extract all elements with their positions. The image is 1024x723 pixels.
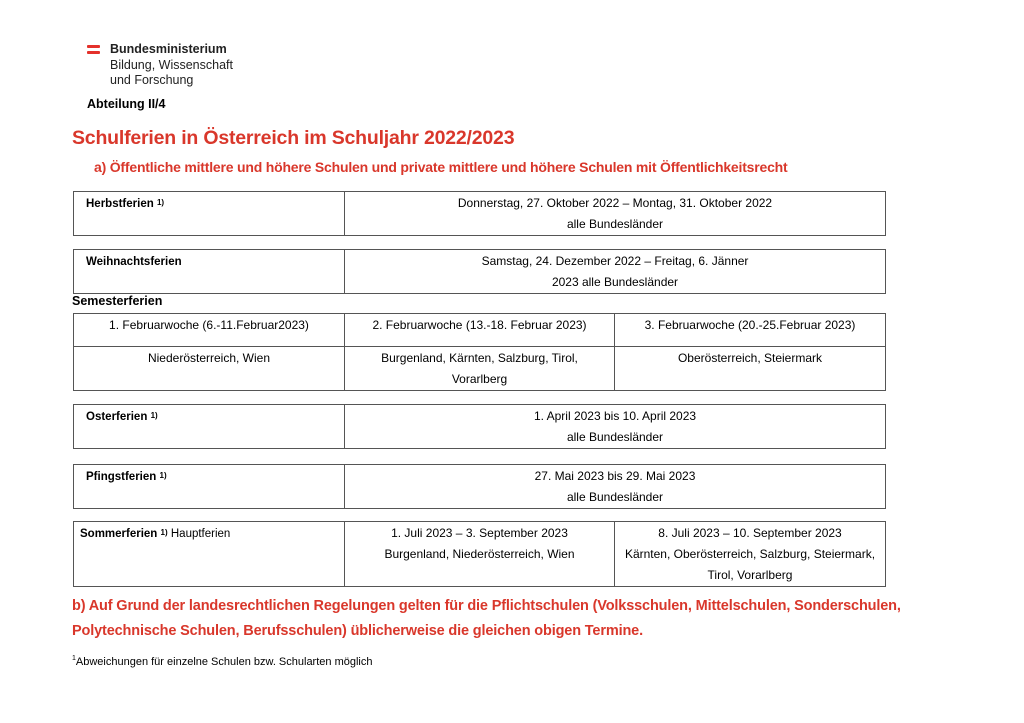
pfingst-dates: 27. Mai 2023 bis 29. Mai 2023 — [534, 469, 696, 483]
ministry-logo — [110, 42, 233, 89]
semester-states-1: Niederösterreich, Wien — [74, 347, 345, 391]
semester-states-3: Oberösterreich, Steiermark — [615, 347, 886, 391]
section-b-text: b) Auf Grund der landesrechtlichen Regelungen gelten für die Pflichtschulen (Volksschulen, Mittelschulen, Sonderschulen, Polytechnische Schulen, Berufsschulen) üblicherweise die gleichen obigen Termine. — [72, 598, 901, 639]
table-semesterferien — [73, 313, 886, 391]
table-row — [74, 522, 886, 587]
oster-states: alle Bundesländer — [566, 430, 664, 444]
herbst-dates: Donnerstag, 27. Oktober 2022 – Montag, 31. Oktober 2022 — [457, 196, 773, 210]
table-weihnachtsferien — [73, 249, 886, 294]
value-cell — [345, 405, 886, 449]
herbst-label: Herbstferien — [86, 198, 154, 210]
table-row — [74, 314, 886, 347]
footnote-text: Abweichungen für einzelne Schulen bzw. Schularten möglich — [75, 656, 373, 668]
herbst-states: alle Bundesländer — [566, 217, 664, 231]
sommer-col1-dates: 1. Juli 2023 – 3. September 2023 — [391, 526, 568, 540]
footnote-ref: 1) — [150, 411, 158, 420]
sommer-col2-dates: 8. Juli 2023 – 10. September 2023 — [658, 526, 842, 540]
pfingst-label: Pfingstferien — [86, 471, 157, 483]
pfingst-states: alle Bundesländer — [566, 490, 664, 504]
value-cell — [345, 465, 886, 509]
table-row — [74, 465, 886, 509]
semester-week-2: 2. Februarwoche (13.-18. Februar 2023) — [345, 314, 615, 347]
footnote-mark: 1 — [72, 655, 76, 662]
section-a-heading: a) Öffentliche mittlere und höhere Schulen und private mittlere und höhere Schulen mit Öffentlichkeitsrecht — [94, 159, 788, 175]
logo-line-2: Bildung, Wissenschaft — [110, 57, 233, 72]
value-cell — [615, 522, 886, 587]
logo-bar-top — [87, 45, 100, 48]
sommer-label-suffix: Hauptferien — [170, 528, 231, 540]
label-cell — [74, 465, 345, 509]
footnote-ref: 1) — [156, 198, 165, 207]
label-cell — [74, 405, 345, 449]
weihnacht-states: 2023 alle Bundesländer — [551, 275, 679, 289]
label-cell — [74, 192, 345, 236]
table-row — [74, 192, 886, 236]
table-sommerferien — [73, 521, 886, 587]
footnote-ref: 1) — [160, 528, 168, 537]
table-pfingstferien — [73, 464, 886, 509]
semester-states-2-text: Burgenland, Kärnten, Salzburg, Tirol, Vorarlberg — [381, 351, 578, 386]
sommer-col1-states: Burgenland, Niederösterreich, Wien — [384, 547, 575, 561]
table-row — [74, 347, 886, 391]
weihnacht-dates: Samstag, 24. Dezember 2022 – Freitag, 6. Jänner — [481, 254, 749, 268]
table-row — [74, 405, 886, 449]
logo-line-3: und Forschung — [110, 73, 194, 87]
value-cell — [345, 522, 615, 587]
logo-line-1: Bundesministerium — [110, 42, 227, 56]
department-label: Abteilung II/4 — [87, 97, 166, 111]
semester-heading: Semesterferien — [72, 294, 163, 308]
semester-states-2 — [345, 347, 615, 391]
value-cell — [345, 192, 886, 236]
page-title: Schulferien in Österreich im Schuljahr 2022/2023 — [72, 127, 515, 149]
semester-week-1: 1. Februarwoche (6.-11.Februar2023) — [74, 314, 345, 347]
table-row — [74, 250, 886, 294]
value-cell — [345, 250, 886, 294]
table-osterferien — [73, 404, 886, 449]
oster-dates: 1. April 2023 bis 10. April 2023 — [533, 409, 697, 423]
sommer-col2-states: Kärnten, Oberösterreich, Salzburg, Steiermark, Tirol, Vorarlberg — [624, 547, 876, 582]
semester-week-3: 3. Februarwoche (20.-25.Februar 2023) — [615, 314, 886, 347]
logo-bar-bottom — [87, 51, 100, 54]
label-cell — [74, 522, 345, 587]
sommer-label: Sommerferien — [80, 528, 158, 540]
oster-label: Osterferien — [86, 411, 148, 423]
table-herbstferien — [73, 191, 886, 236]
weihnacht-label: Weihnachtsferien — [86, 256, 182, 268]
label-cell — [74, 250, 345, 294]
footnote — [72, 656, 372, 668]
footnote-ref: 1) — [159, 471, 167, 480]
